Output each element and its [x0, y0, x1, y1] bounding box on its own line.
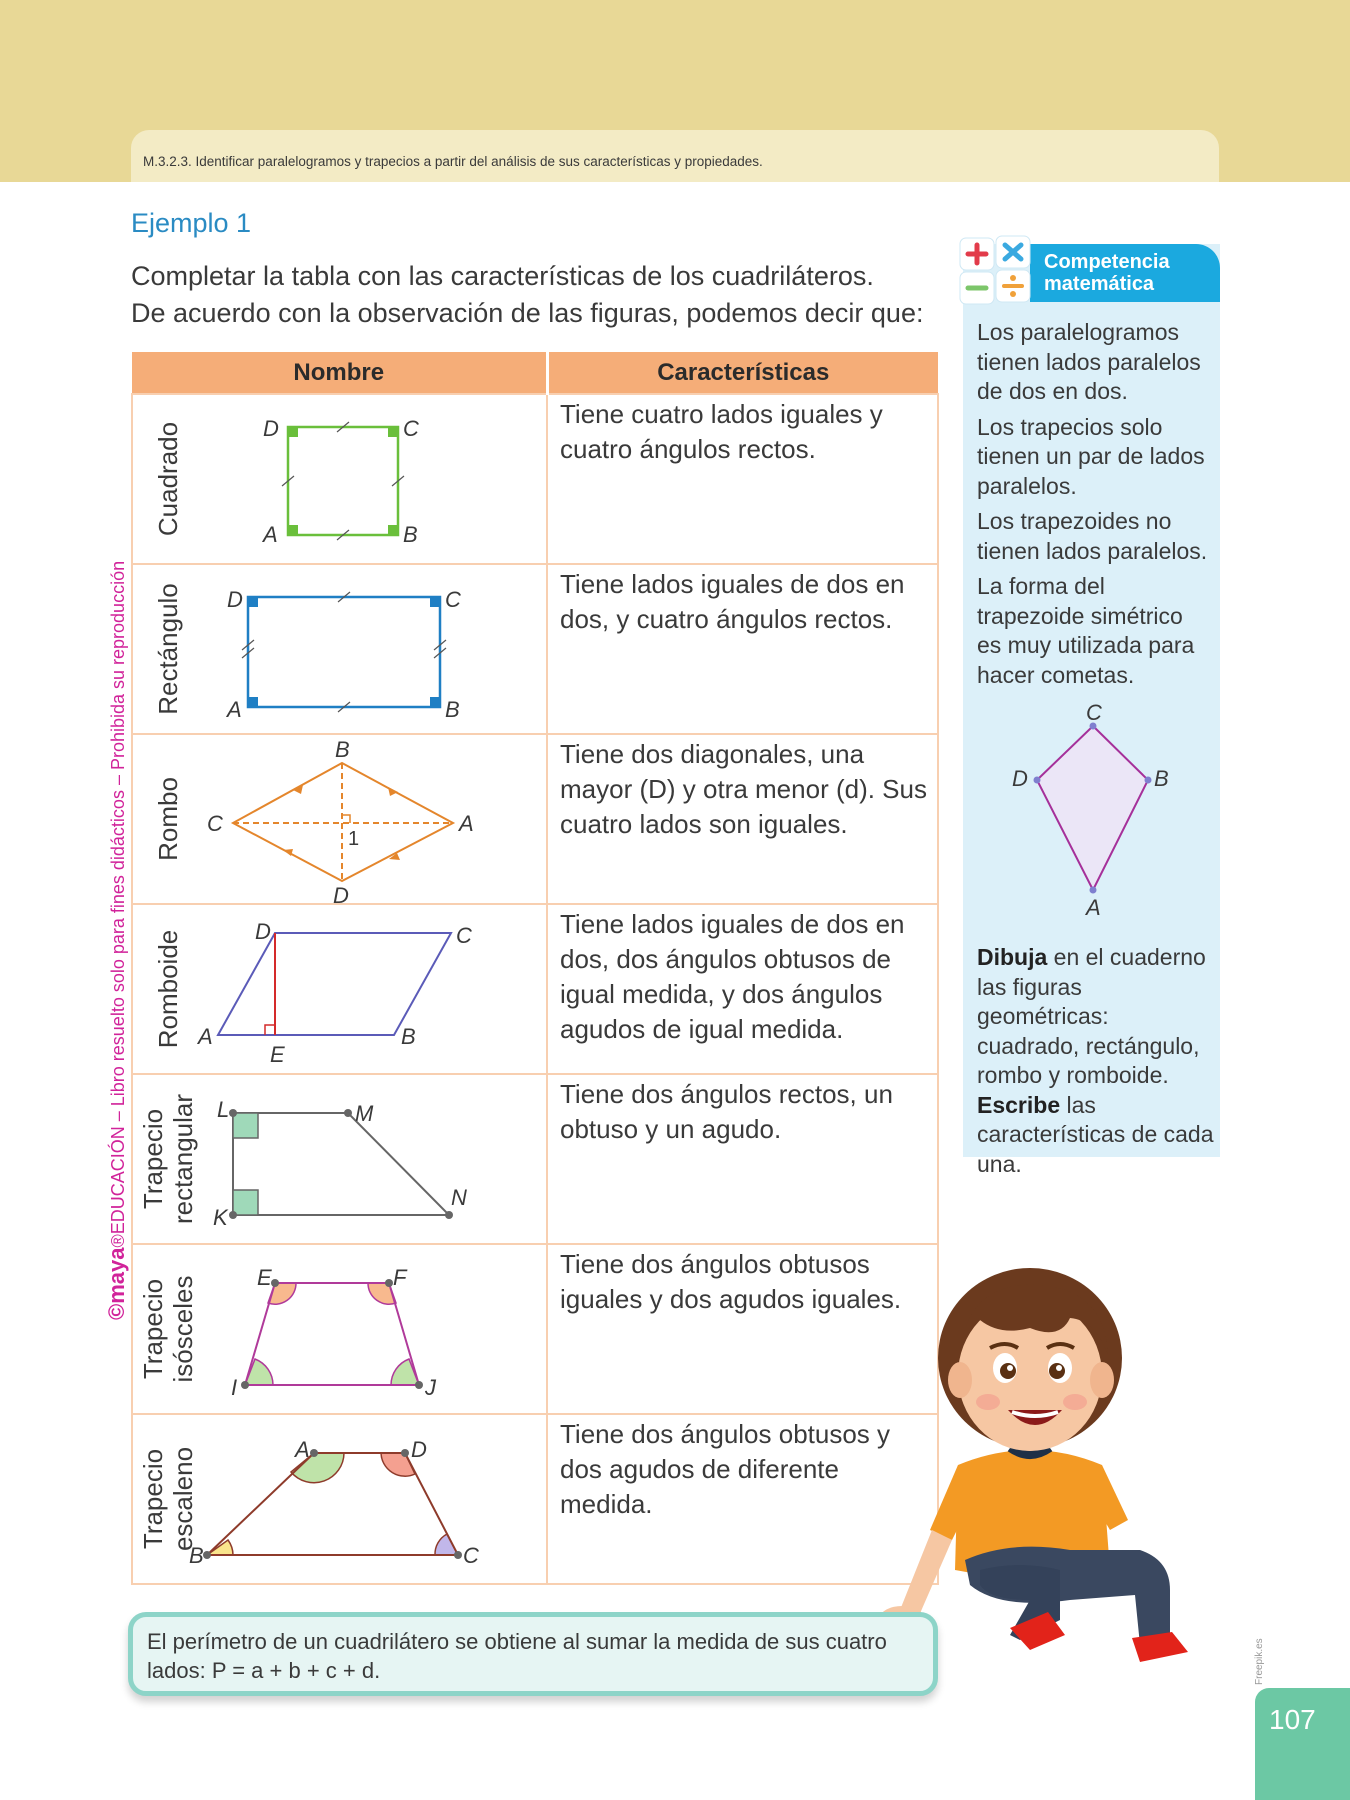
- activity-verb: Escribe: [977, 1091, 1061, 1118]
- perimeter-text: El perímetro de un cuadrilátero se obtiene al sumar la medida de sus cuatro lados: P = a + b + c + d.: [147, 1629, 887, 1683]
- row-name: Rombo: [153, 777, 183, 861]
- vertex-label: B: [335, 737, 350, 762]
- vertex-label: C: [456, 923, 472, 948]
- vertex-label: A: [1086, 895, 1101, 920]
- competencia-title-line: Competencia: [1044, 251, 1170, 273]
- vertex-label: A: [198, 1024, 213, 1049]
- intro-line-1: Completar la tabla con las características de los cuadriláteros.: [131, 261, 874, 291]
- name-cell: [132, 904, 547, 1074]
- competencia-body: [977, 318, 1213, 696]
- activity-text: las características de cada una.: [977, 1091, 1214, 1177]
- name-cell: [132, 564, 547, 734]
- row-name: Romboide: [153, 929, 183, 1049]
- image-credit: Freepik.es: [1254, 1638, 1265, 1685]
- table-row: [132, 564, 938, 734]
- name-cell: [132, 734, 547, 908]
- vertex-label: D: [227, 587, 243, 612]
- competencia-header: [1030, 244, 1220, 302]
- feature-cell: [547, 904, 938, 1074]
- copyright-text: ®EDUCACIÓN – Libro resuelto solo para fines didácticos – Prohibida su reproducción: [108, 560, 128, 1248]
- math-operations-icon: [958, 234, 1034, 308]
- competencia-title: [1044, 251, 1170, 295]
- vertex-label: D: [263, 416, 279, 441]
- row-name: [138, 1094, 198, 1224]
- row-name-line: Trapecio: [138, 1108, 168, 1210]
- vertex-label: D: [333, 883, 349, 908]
- vertex-label: C: [1086, 700, 1102, 725]
- vertex-label: L: [217, 1097, 230, 1122]
- table-row: [132, 734, 938, 904]
- table-header-row: [132, 352, 938, 394]
- row-name: Cuadrado: [153, 421, 183, 537]
- table-row: [132, 1074, 938, 1244]
- row-feature: Tiene lados iguales de dos en dos, dos ángulos obtusos de igual medida, y dos ángulos agudos de igual medida.: [560, 909, 905, 1044]
- name-cell: [132, 394, 547, 564]
- rhombus-figure: [193, 735, 493, 908]
- vertex-label: J: [425, 1375, 436, 1400]
- diagonal-label: 1: [348, 828, 360, 850]
- table-row: [132, 1244, 938, 1414]
- vertex-label: B: [403, 522, 418, 547]
- row-feature: Tiene cuatro lados iguales y cuatro ángulos rectos.: [560, 399, 883, 464]
- feature-cell: [547, 1074, 938, 1244]
- competencia-title-line: matemática: [1044, 273, 1155, 295]
- header-nombre: Nombre: [132, 352, 547, 394]
- objective-text: M.3.2.3. Identificar paralelogramos y trapecios a partir del análisis de sus características y propiedades.: [143, 154, 763, 169]
- row-name: [138, 1447, 198, 1551]
- competencia-paragraph: Los trapecios solo tienen un par de lados paralelos.: [977, 413, 1205, 499]
- vertex-label: C: [445, 587, 461, 612]
- table-row: [132, 904, 938, 1074]
- page-number-tab: [1255, 1688, 1350, 1800]
- isosceles-trapezoid-figure: [193, 1245, 493, 1415]
- row-name-line: escaleno: [168, 1446, 198, 1552]
- row-name-line: rectangular: [168, 1093, 198, 1225]
- page-number: 107: [1269, 1704, 1316, 1735]
- example-intro: [131, 258, 961, 332]
- vertex-label: C: [207, 811, 223, 836]
- vertex-label: E: [257, 1265, 272, 1290]
- vertex-label: K: [213, 1205, 228, 1230]
- row-name: [138, 1276, 198, 1383]
- name-cell: [132, 1244, 547, 1414]
- intro-line-2: De acuerdo con la observación de las figuras, podemos decir que:: [131, 298, 924, 328]
- vertex-label: D: [255, 919, 271, 944]
- kite-figure: [980, 700, 1200, 920]
- vertex-label: B: [189, 1543, 204, 1568]
- vertex-label: D: [1012, 766, 1028, 791]
- vertex-label: C: [403, 416, 419, 441]
- row-feature: Tiene lados iguales de dos en dos, y cuatro ángulos rectos.: [560, 569, 905, 634]
- copyright-sidebar: [104, 480, 130, 1320]
- vertex-label: B: [401, 1024, 416, 1049]
- example-title: Ejemplo 1: [131, 208, 252, 238]
- vertex-label: A: [459, 811, 474, 836]
- rhomboid-figure: [193, 905, 493, 1075]
- name-cell: [132, 1414, 547, 1584]
- competencia-paragraph: La forma del trapezoide simétrico es muy utilizada para hacer cometas.: [977, 573, 1195, 688]
- objective-bar: [131, 130, 1219, 182]
- row-feature: Tiene dos diagonales, una mayor (D) y otra menor (d). Sus cuatro lados son iguales.: [560, 739, 927, 839]
- vertex-label: A: [227, 697, 242, 722]
- vertex-label: B: [445, 697, 460, 722]
- activity-text: en el cuaderno las figuras geométricas: cuadrado, rectángulo, rombo y romboide.: [977, 944, 1206, 1088]
- vertex-label: A: [263, 522, 278, 547]
- vertex-label: I: [231, 1375, 238, 1400]
- feature-cell: [547, 734, 938, 904]
- vertex-label: A: [295, 1437, 310, 1462]
- vertex-label: E: [270, 1042, 285, 1067]
- row-feature: Tiene dos ángulos rectos, un obtuso y un agudo.: [560, 1079, 893, 1144]
- right-trapezoid-figure: [193, 1075, 493, 1245]
- perimeter-note: [128, 1612, 938, 1696]
- activity-verb: Dibuja: [977, 944, 1048, 970]
- quadrilateral-table: [131, 352, 939, 1585]
- row-feature: Tiene dos ángulos obtusos y dos agudos de diferente medida.: [560, 1419, 891, 1519]
- row-feature: Tiene dos ángulos obtusos iguales y dos agudos iguales.: [560, 1249, 902, 1314]
- feature-cell: [547, 394, 938, 564]
- competencia-activity: [977, 943, 1217, 1179]
- table-row: [132, 394, 938, 564]
- row-name-line: isósceles: [168, 1275, 198, 1383]
- vertex-label: C: [463, 1543, 479, 1568]
- rectangle-figure: [193, 565, 493, 735]
- vertex-label: D: [411, 1437, 427, 1462]
- competencia-paragraph: Los paralelogramos tienen lados paralelos de dos en dos.: [977, 319, 1201, 404]
- header-caracteristicas: Características: [547, 352, 938, 394]
- scalene-trapezoid-figure: [189, 1415, 493, 1585]
- competencia-paragraph: Los trapezoides no tienen lados paralelos.: [977, 508, 1208, 564]
- vertex-label: M: [355, 1101, 374, 1126]
- brand-logo: ©maya: [104, 1247, 129, 1320]
- vertex-label: N: [451, 1185, 467, 1210]
- row-name-line: Trapecio: [138, 1448, 168, 1550]
- feature-cell: [547, 564, 938, 734]
- vertex-label: B: [1154, 766, 1169, 791]
- name-cell: [132, 1074, 547, 1244]
- square-figure: [193, 395, 493, 565]
- row-name-line: Trapecio: [138, 1278, 168, 1380]
- table-row: [132, 1414, 938, 1584]
- vertex-label: F: [393, 1265, 407, 1290]
- row-name: Rectángulo: [153, 583, 183, 715]
